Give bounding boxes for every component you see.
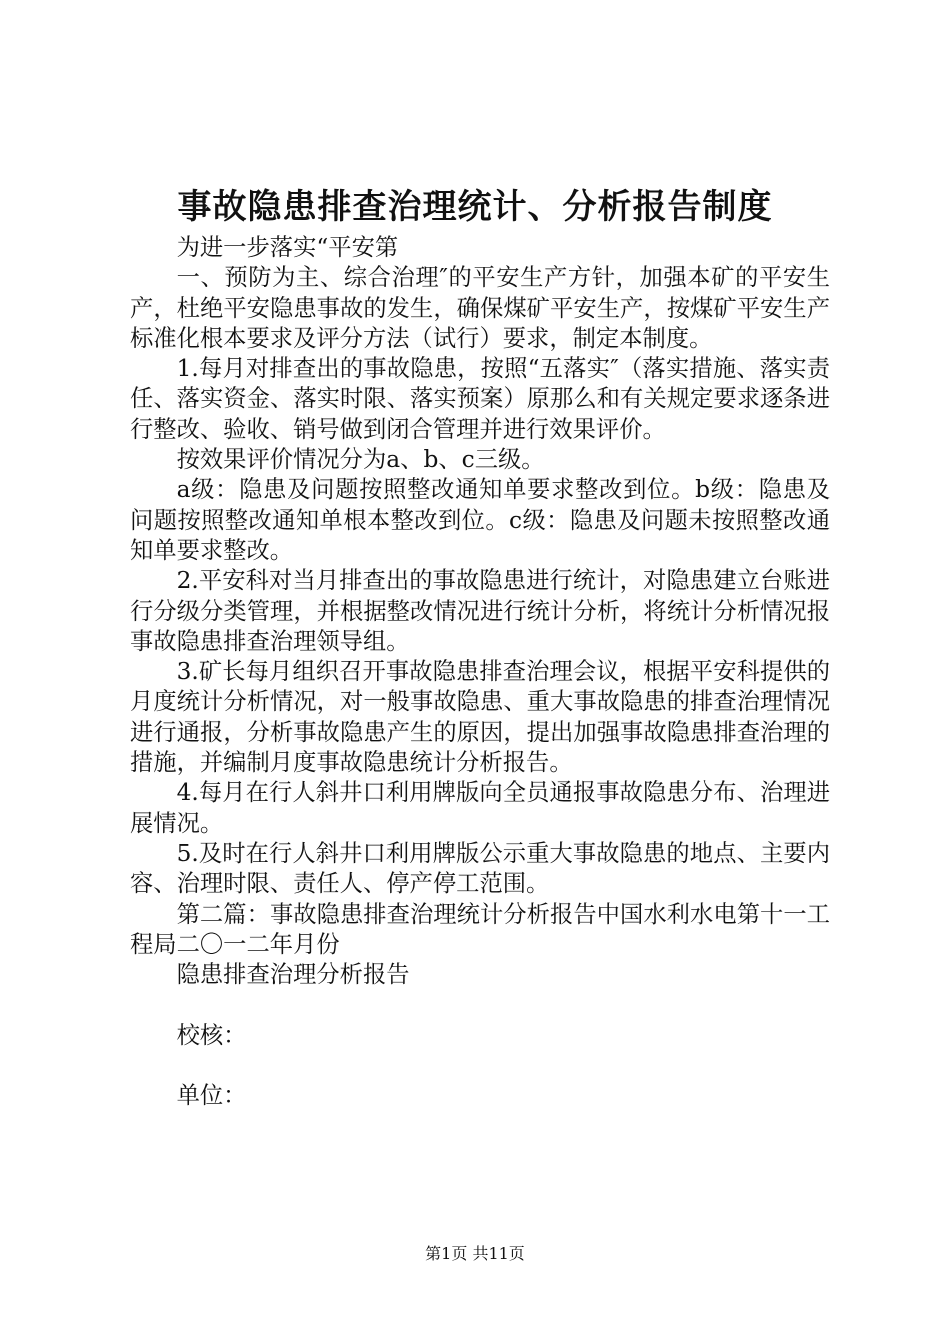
page-indicator: 第1页 共11页 — [425, 1244, 525, 1263]
document-title: 事故隐患排查治理统计、分析报告制度 — [177, 187, 773, 227]
paragraph-item-1: 1.每月对排查出的事故隐患，按照“五落实″（落实措施、落实责任、落实资金、落实时限、落实预案）原那么和有关规定要求逐条进行整改、验收、销号做到闭合管理并进行效果评价。 — [130, 355, 830, 443]
paragraph-item-4: 4.每月在行人斜井口利用牌版向全员通报事故隐患分布、治理进展情况。 — [130, 779, 830, 837]
spacer — [130, 1051, 830, 1081]
paragraph-item-2: 2.平安科对当月排查出的事故隐患进行统计，对隐患建立台账进行分级分类管理，并根据整改情况进行统计分析，将统计分析情况报事故隐患排查治理领导组。 — [130, 567, 830, 655]
spacer — [130, 990, 830, 1020]
paragraph-item-3: 3.矿长每月组织召开事故隐患排查治理会议，根据平安科提供的月度统计分析情况，对一般事故隐患、重大事故隐患的排查治理情况进行通报，分析事故隐患产生的原因，提出加强事故隐患排查治理的措施，并编制月度事故隐患统计分析报告。 — [130, 658, 830, 777]
paragraph-purpose: 一、预防为主、综合治理″的平安生产方针，加强本矿的平安生产，杜绝平安隐患事故的发生，确保煤矿平安生产，按煤矿平安生产标准化根本要求及评分方法（试行）要求，制定本制度。 — [130, 264, 830, 352]
document-body — [130, 233, 830, 1112]
paragraph-grading-levels: a级：隐患及问题按照整改通知单要求整改到位。b级：隐患及问题按照整改通知单根本整改到位。c级：隐患及问题未按照整改通知单要求整改。 — [130, 476, 830, 564]
review-label: 校核： — [176, 1021, 247, 1049]
paragraph-intro-fragment: 为进一步落实“平安第 — [176, 234, 399, 261]
paragraph-report-title: 隐患排查治理分析报告 — [176, 961, 410, 989]
paragraph-second-part-heading: 第二篇：事故隐患排查治理统计分析报告中国水利水电第十一工程局二〇一二年月份 — [130, 900, 830, 958]
unit-label: 单位： — [176, 1082, 247, 1110]
paragraph-item-5: 5.及时在行人斜井口利用牌版公示重大事故隐患的地点、主要内容、治理时限、责任人、停产停工范围。 — [130, 839, 830, 898]
paragraph-grading-intro: 按效果评价情况分为a、b、c三级。 — [176, 446, 545, 474]
